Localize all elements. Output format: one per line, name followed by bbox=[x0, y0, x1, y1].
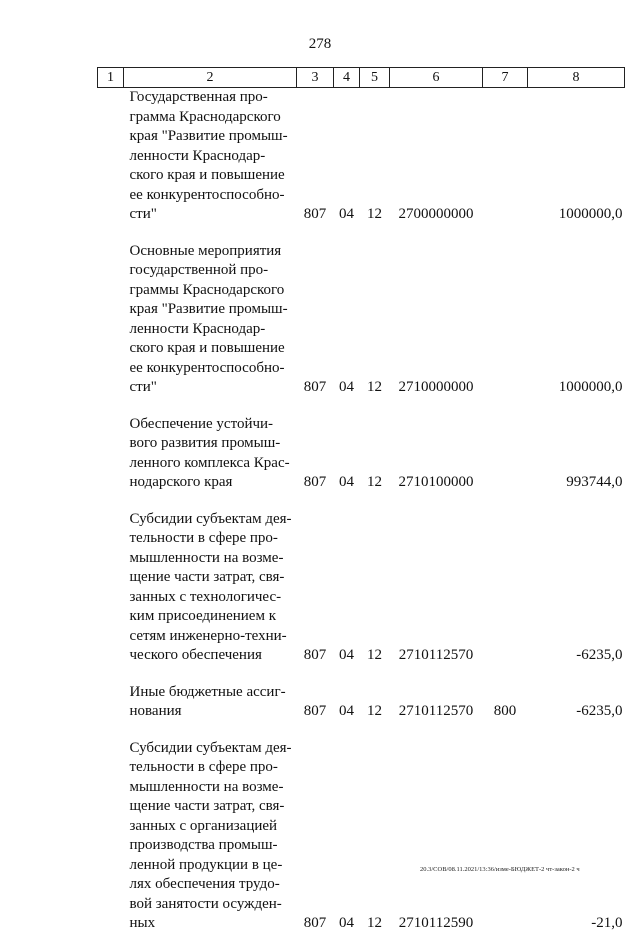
ved-code: 807 bbox=[303, 647, 327, 663]
column-header: 6 bbox=[390, 68, 483, 88]
subsection-code: 12 bbox=[367, 206, 382, 222]
amount: -6235,0 bbox=[576, 647, 623, 663]
column-header: 2 bbox=[124, 68, 297, 88]
row-number-cell bbox=[98, 415, 124, 493]
subsection-code: 12 bbox=[367, 379, 382, 395]
budget-table bbox=[97, 67, 625, 934]
document-footer-stamp: 20.3/СОВ/08.11.2021/13:36/изме-БЮДЖЕТ-2 чт-закон-2 ч bbox=[420, 866, 580, 873]
expense-type-code bbox=[483, 510, 528, 666]
table-row bbox=[98, 683, 625, 722]
target-article-code: 2710112570 bbox=[398, 703, 474, 719]
row-spacer bbox=[98, 493, 625, 510]
amount: -6235,0 bbox=[576, 703, 623, 719]
expense-type-code bbox=[483, 739, 528, 934]
section-code: 04 bbox=[339, 206, 354, 222]
subsection-code: 12 bbox=[367, 474, 382, 490]
row-spacer bbox=[98, 666, 625, 683]
table-row bbox=[98, 242, 625, 398]
target-article-code: 2700000000 bbox=[398, 206, 474, 222]
expense-type-code bbox=[483, 242, 528, 398]
ved-code: 807 bbox=[303, 703, 327, 719]
table-row bbox=[98, 739, 625, 934]
row-spacer bbox=[98, 225, 625, 242]
column-header: 8 bbox=[528, 68, 625, 88]
table-header-row bbox=[98, 68, 625, 88]
target-article-code: 2710112570 bbox=[398, 647, 474, 663]
section-code: 04 bbox=[339, 379, 354, 395]
column-header: 3 bbox=[297, 68, 334, 88]
expense-type-code bbox=[483, 88, 528, 225]
amount: 1000000,0 bbox=[558, 206, 623, 222]
subsection-code: 12 bbox=[367, 647, 382, 663]
section-code: 04 bbox=[339, 703, 354, 719]
column-header: 5 bbox=[360, 68, 390, 88]
ved-code: 807 bbox=[303, 915, 327, 931]
target-article-code: 2710112590 bbox=[398, 915, 474, 931]
subsection-code: 12 bbox=[367, 703, 382, 719]
column-header: 1 bbox=[98, 68, 124, 88]
amount: 993744,0 bbox=[566, 474, 623, 490]
target-article-code: 2710000000 bbox=[398, 379, 474, 395]
item-name: Обеспечение устойчи- вого развития промыш- ленного комплекса Крас- нодарского края bbox=[129, 415, 290, 490]
table-row bbox=[98, 510, 625, 666]
amount: 1000000,0 bbox=[558, 379, 623, 395]
ved-code: 807 bbox=[303, 474, 327, 490]
row-number-cell bbox=[98, 242, 124, 398]
section-code: 04 bbox=[339, 647, 354, 663]
expense-type-code: 800 bbox=[493, 703, 517, 719]
item-name: Субсидии субъектам дея- тельности в сфере про- мышленности на возме- щение части затрат, свя- занных с технологичес- ким присоединением к сетям инженерно-техни- ческого обеспечения bbox=[129, 510, 292, 663]
row-number-cell bbox=[98, 510, 124, 666]
row-spacer bbox=[98, 398, 625, 415]
item-name: Государственная про- грамма Краснодарского края "Развитие промыш- ленности Краснодар- ского края и повышение ее конкурентоспособно- сти" bbox=[129, 89, 288, 222]
expense-type-code bbox=[483, 415, 528, 493]
column-header: 4 bbox=[334, 68, 360, 88]
item-name: Основные мероприятия государственной про- граммы Краснодарского края "Развитие промыш- ленности Краснодар- ского края и повышение ее конкурентоспособно- сти" bbox=[129, 242, 288, 395]
amount: -21,0 bbox=[591, 915, 623, 931]
table-row bbox=[98, 88, 625, 225]
item-name: Иные бюджетные ассиг- нования bbox=[129, 683, 286, 719]
subsection-code: 12 bbox=[367, 915, 382, 931]
section-code: 04 bbox=[339, 474, 354, 490]
row-number-cell bbox=[98, 683, 124, 722]
row-number-cell bbox=[98, 88, 124, 225]
ved-code: 807 bbox=[303, 379, 327, 395]
page-number: 278 bbox=[308, 36, 332, 52]
column-header: 7 bbox=[483, 68, 528, 88]
section-code: 04 bbox=[339, 915, 354, 931]
target-article-code: 2710100000 bbox=[398, 474, 474, 490]
table-row bbox=[98, 415, 625, 493]
ved-code: 807 bbox=[303, 206, 327, 222]
row-spacer bbox=[98, 722, 625, 739]
item-name: Субсидии субъектам дея- тельности в сфере про- мышленности на возме- щение части затрат, свя- занных с организацией производства промыш- ленной продукции в це- лях обеспечения трудо- вой занятости осужден- ных bbox=[129, 739, 292, 931]
row-number-cell bbox=[98, 739, 124, 934]
